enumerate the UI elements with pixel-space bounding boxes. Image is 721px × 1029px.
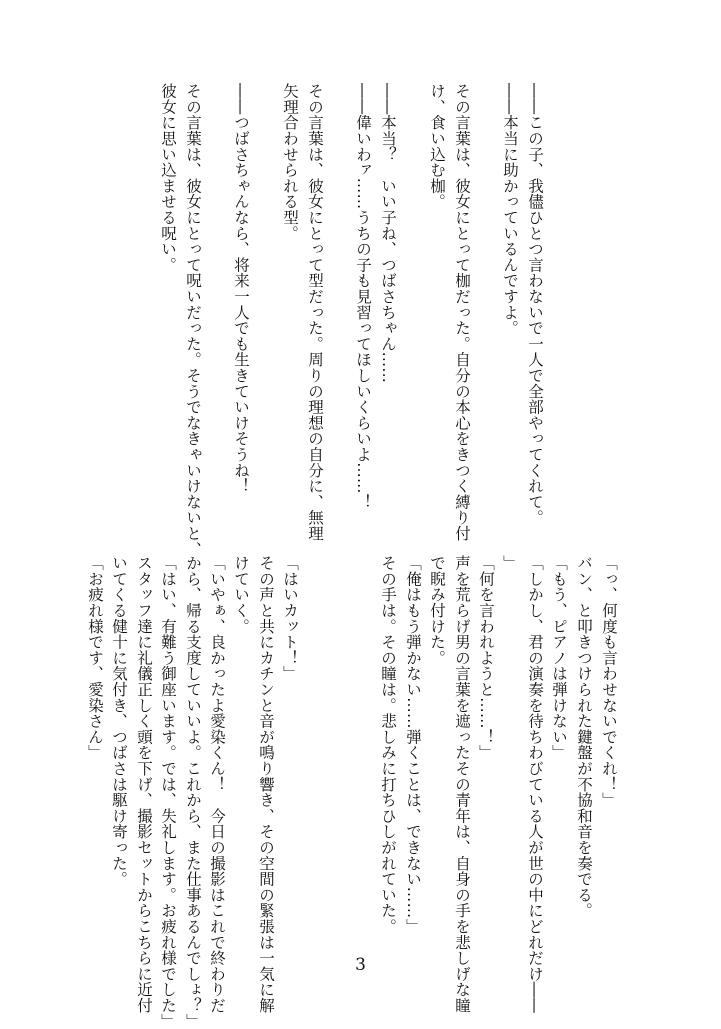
text-line: 」 <box>501 555 519 571</box>
text-line: 「いやぁ、良かったよ愛染くん！ 今日の撮影はこれで終わりだ <box>208 555 226 1014</box>
text-line: け、食い込む枷。 <box>428 83 446 210</box>
text-line: ――偉いわァ……うちの子も見習ってほしいくらいよ……！ <box>354 83 372 510</box>
text-line: その言葉は、彼女にとって型だった。周りの理想の自分に、無理 <box>306 83 324 542</box>
text-line: 「もう、ピアノは弾けない」 <box>550 555 568 761</box>
text-line: 彼女に思い込ませる呪い。 <box>159 83 177 273</box>
text-line: 「はい、有難う御座います。では、失礼します。お疲れ様でした」 <box>159 555 177 1029</box>
text-line: バン、と叩きつけられた鍵盤が不協和音を奏でる。 <box>575 555 593 919</box>
text-line: その言葉は、彼女にとって呪いだった。そうでなきゃいけないと、 <box>184 83 202 557</box>
text-line: 声を荒らげ男の言葉を遮ったその青年は、自身の手を悲しげな瞳 <box>453 555 471 1014</box>
text-line: 「はいカット！」 <box>281 555 299 682</box>
text-line: ――この子、我儘ひとつ言わないで一人で全部やってくれて。 <box>526 83 544 526</box>
text-line: いてくる健十に気付き、つばさは駆け寄った。 <box>110 555 128 887</box>
text-line: けていく。 <box>232 555 250 634</box>
text-line: スタッフ達に礼儀正しく頭を下げ、撮影セットからこちらに近付 <box>135 555 153 1014</box>
text-line: ――本当に助かっているんですよ。 <box>501 83 519 336</box>
text-line: ――つばさちゃんなら、将来一人でも生きていけそうね！ <box>232 83 250 494</box>
text-line: その言葉は、彼女にとって枷だった。自分の本心をきつく縛り付 <box>453 83 471 542</box>
text-line: 「っ、何度も言わせないでくれ！」 <box>600 555 618 808</box>
text-line: 「俺はもう弾かない……弾くことは、できない……」 <box>404 555 422 935</box>
text-line: で睨み付けた。 <box>428 555 446 666</box>
text-line: 「何を言われようと……！」 <box>477 555 495 761</box>
page-number: 3 <box>355 955 366 975</box>
text-line: 矢理合わせられる型。 <box>281 83 299 241</box>
text-line: から、帰る支度していいよ。これから、また仕事あるんでしょ？」 <box>184 555 202 1029</box>
text-line: その手は。その瞳は。悲しみに打ちひしがれていた。 <box>379 555 397 935</box>
text-line: 「お疲れ様です、愛染さん」 <box>86 555 104 761</box>
text-line: ――本当？ いい子ね、つばさちゃん…… <box>379 83 397 384</box>
text-line: その声と共にカチンと音が鳴り響き、その空間の緊張は一気に解 <box>257 555 275 1014</box>
text-line: 「しかし、君の演奏を待ちわびている人が世の中にどれだけ―― <box>526 555 544 1014</box>
